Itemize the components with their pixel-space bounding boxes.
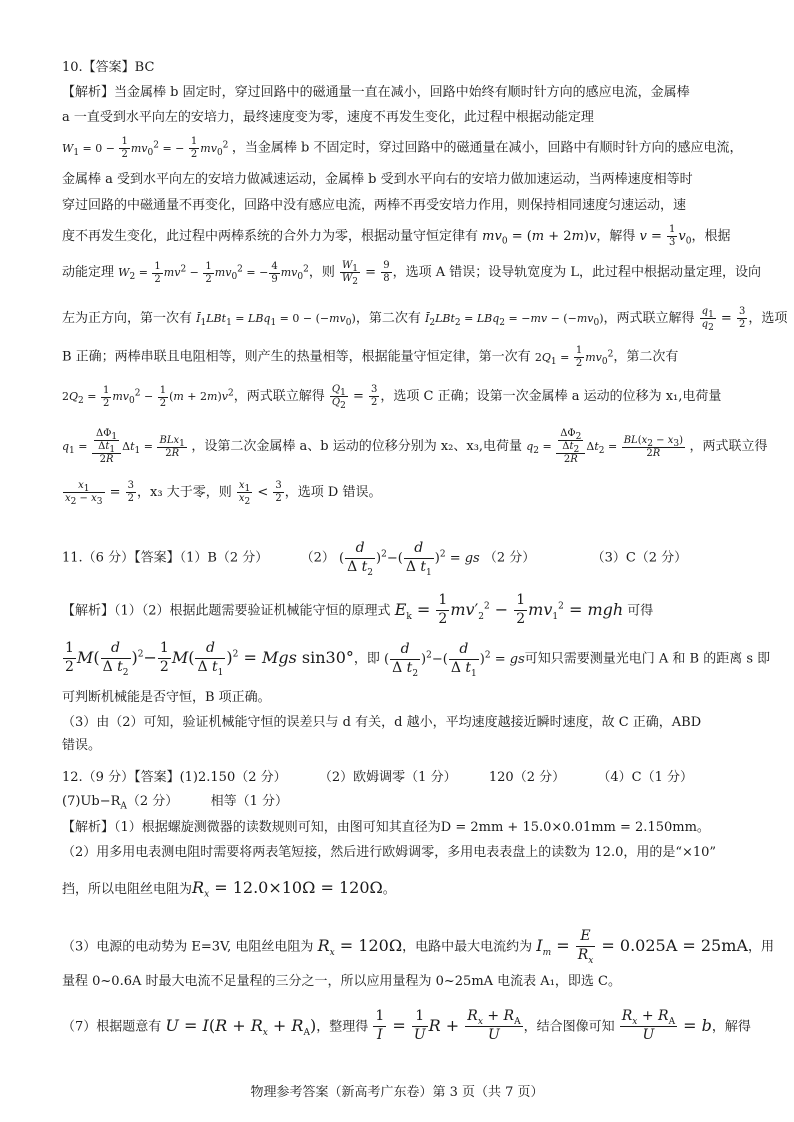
q10-line-3-text: ，当金属棒 b 不固定时，穿过回路中的磁通量在减小，回路中有顺时针方向的感应电流，: [231, 140, 743, 156]
page-footer: 物理参考答案（新高考广东卷）第 3 页（共 7 页）: [250, 1085, 544, 1100]
q11-l1b: 可得: [627, 603, 654, 619]
q10-l7a: 动能定理: [62, 265, 115, 280]
q12-head2-a: (7)Ub−R: [62, 794, 121, 809]
q12-l3b: R: [192, 878, 205, 897]
q10-line-10: $2Q_2$ = $\frac{1}{2}$ $mv_0^2$ − $\frac{1}{2}$ $(m + 2m)v^2$，两式联立解得 $\frac{Q_1}{Q_2}$ = $\frac{3}{2}$ ，选项 C 正确；设第一次金属棒 a 运动的位移为 x₁,电荷量: [62, 384, 722, 411]
q11-line-3: 可判断机械能是否守恒，B 项正确。: [62, 690, 271, 705]
q10-l8c: ，两式联立解得: [603, 311, 695, 326]
q12-line-4: （3）电源的电动势为 E=3V, 电阻丝电阻为 $R_x = 120\Omega$，电路中最大电流约为 $I_m$ = $\frac{E}{R_x}$ = 0.025A = 25mA，用: [62, 928, 774, 966]
q12-head-b: （2）欧姆调零（1 分）: [318, 770, 457, 785]
q12-l4c: ，用: [747, 939, 774, 955]
q11-line-5: 错误。: [62, 738, 102, 753]
q12-l3a: 挡，所以电阻丝电阻为: [62, 882, 193, 897]
q12-l1c: 。: [696, 820, 710, 835]
q10-line-3: $W_1 = 0$ − $\frac{1}{2}$ $mv_0^2$ = − $\frac{1}{2}$ $mv_0^2$ ，当金属棒 b 不固定时，穿过回路中的磁通量在减小，回路中有顺时针方向的感应电流，: [62, 136, 743, 160]
q12-head2-c: 相等（1 分）: [210, 794, 288, 809]
q10-l10b: ，选项 C 正确；设第一次金属棒 a 运动的位移为 x₁,电荷量: [380, 389, 722, 404]
q10-l11a: ，设第二次金属棒 a、b 运动的位移分别为 x₂、x₃,电荷量: [191, 439, 523, 454]
q11-part3: （3）C（2 分）: [591, 550, 688, 566]
q10-l6b: ，解得: [596, 229, 636, 244]
q11-part2-score: （2 分）: [483, 550, 536, 566]
q12-l4a: （3）电源的电动势为 E=3V, 电阻丝电阻为: [62, 939, 314, 955]
q12-answer-2: $(7)Ub-R_A(2$ 分） 相等（1 分）: [62, 794, 288, 812]
q10-l11b: ，两式联立得: [689, 439, 768, 454]
q12-l3c: = 12.0×10Ω = 120Ω: [209, 878, 383, 897]
q12-head-d: （4）C（1 分）: [597, 770, 693, 785]
q10-l6a: 度不再发生变化，此过程中两棒系统的合外力为零，根据动量守恒定律有: [62, 229, 479, 244]
q10-line-5: 穿过回路的中磁通量不再变化，回路中没有感应电流，两棒不再受安培力作用，则保持相同速度匀速运动，速: [62, 198, 687, 213]
q12-line-1: [62, 818, 764, 838]
q12-l3d: 。: [382, 882, 396, 897]
q11-line-1: 【解析】（1）（2）根据此题需要验证机械能守恒的原理式 $E_k$ = $\frac{1}{2}$ $mv'_2^2$ − $\frac{1}{2}$ $mv_1^2$ = mgh 可得: [62, 592, 654, 627]
q12-head-a: 12.（9 分）【答案】(1)2.150（2 分）: [62, 770, 287, 785]
q12-answer: [62, 768, 764, 788]
q10-l9a: B 正确；两棒串联且电阻相等，则产生的热量相等，根据能量守恒定律，第一次有: [62, 349, 531, 365]
q12-line-3: 挡，所以电阻丝电阻为$R_x = 12.0\times 10\Omega = 120\Omega$。: [62, 878, 396, 900]
q12-l1a: 【解析】（1）根据螺旋测微器的读数规则可知，由图可知其直径为: [62, 820, 441, 835]
q11-l2b: 可知只需要测量光电门 A 和 B 的距离 s 即: [524, 651, 771, 667]
q12-line-2: （2）用多用电表测电阻时需要将两表笔短接，然后进行欧姆调零，多用电表表盘上的读数为 12.0，用的是“×10”: [62, 845, 717, 860]
q11-l2a: ，即: [353, 651, 380, 667]
q10-line-7: 动能定理 $W_2$ = $\frac{1}{2}$ $mv^2$ − $\frac{1}{2}$ $mv_0^2$ = − $\frac{4}{9}$ $mv_0^2$，则 $\frac{W_1}{W_2}$ = $\frac{9}{8}$ ，选项 A 错误；设导轨宽度为 L，此过程中根据动量定理，设向: [62, 260, 761, 287]
q10-l8d: ，选项: [748, 311, 788, 326]
q10-l8a: 左为正方向，第一次有: [62, 311, 193, 326]
q11-head: 11.（6 分）【答案】（1）B（2 分）: [62, 550, 269, 566]
q10-line-8: 左为正方向，第一次有 $Ī_1LBt_1 = LBq_1 = 0 - (-mv_0)$，第二次有 $Ī_2LBt_2 = LBq_2 = -mv - (-mv_0)$，两式联立解得 $\frac{q_1}{q_2}$ = $\frac{3}{2}$ ，选项: [62, 306, 788, 333]
q10-l6c: ，根据: [691, 229, 731, 244]
q12-head-c: 120（2 分）: [488, 770, 566, 785]
q12-l6a: （7）根据题意有: [62, 1019, 162, 1035]
q12-line-5: 量程 0~0.6A 时最大电流不足量程的三分之一，所以应用量程为 0~25mA 电流表 A₁，即选 C。: [62, 974, 621, 989]
q11-part2: （2）: [300, 550, 335, 566]
q12-l6c: ，结合图像可知: [523, 1019, 615, 1035]
q11-answer: 11.（6 分）【答案】（1）B（2 分） （2） ( $\frac{d}{\Delta t_2}$ )$^2$−( $\frac{d}{\Delta t_1}$ )$^2$ = gs （2 分） （3）C（2 分）: [62, 540, 688, 578]
q10-l7b: ，则: [308, 265, 335, 280]
q12-head2-b: （2 分）: [126, 794, 179, 809]
q10-line-2: a 一直受到水平向左的安培力，最终速度变为零，速度不再发生变化，此过程中根据动能定理: [62, 110, 594, 125]
q11-line-4: （3）由（2）可知，验证机械能守恒的误差只与 d 有关，d 越小，平均速度越接近瞬时速度，故 C 正确，ABD: [62, 715, 702, 730]
q10-line-1: 【解析】当金属棒 b 固定时，穿过回路中的磁通量一直在减小，回路中始终有顺时针方向的感应电流，金属棒: [62, 85, 690, 100]
q10-line-6: 度不再发生变化，此过程中两棒系统的合外力为零，根据动量守恒定律有 $mv_0 = (m + 2m)v$，解得 v = $\frac{1}{3}$ $v_0$，根据: [62, 224, 731, 248]
q12-l4b: ，电路中最大电流约为: [402, 939, 533, 955]
q12-l1b: D = 2mm + 15.0×0.01mm = 2.150mm: [440, 820, 697, 835]
q11-l1a: 【解析】（1）（2）根据此题需要验证机械能守恒的原理式: [62, 603, 391, 619]
q10-line-9: B 正确；两棒串联且电阻相等，则产生的热量相等，根据能量守恒定律，第一次有 $2Q_1$ = $\frac{1}{2}$ $mv_0^2$，第二次有: [62, 345, 679, 369]
q10-l10a: ，两式联立解得: [233, 389, 325, 404]
q10-l12a: ，x₃ 大于零，则: [137, 485, 232, 500]
q10-l12b: ，选项 D 错误。: [284, 485, 382, 500]
q11-line-2: $\frac{1}{2}$ M( $\frac{d}{\Delta t_2}$ )$^2$− $\frac{1}{2}$ M( $\frac{d}{\Delta t_1}$ )$^2$ = Mgs sin30°，即 ( $\frac{d}{\Delta t_2}$ )$^2$−( $\frac{d}{\Delta t_1}$ )$^2$ = gs可知只需要测量光电门 A 和 B 的距离 s 即: [65, 640, 771, 679]
q10-answer: 10.【答案】BC: [62, 60, 155, 75]
q10-l9b: ，第二次有: [613, 349, 679, 365]
q10-line-4: 金属棒 a 受到水平向左的安培力做减速运动，金属棒 b 受到水平向右的安培力做加速运动，当两棒速度相等时: [62, 172, 693, 187]
q12-l6b: ，整理得: [316, 1019, 369, 1035]
q10-l8b: ，第二次有: [355, 311, 421, 326]
q12-l6d: ，解得: [711, 1019, 751, 1035]
q10-line-12: $\frac{x_1}{x_2 - x_3}$ = $\frac{3}{2}$ ，x₃ 大于零，则 $\frac{x_1}{x_2}$ < $\frac{3}{2}$ ，选项 D 错误。: [65, 480, 382, 507]
q12-line-6: （7）根据题意有 $U = I(R + R_x + R_A)$，整理得 $\frac{1}{I}$ = $\frac{1}{U}$ R + $\frac{R_x + R_A}{U}$ ，结合图像可知 $\frac{R_x + R_A}{U}$ = b，解得: [62, 1008, 751, 1043]
q10-l7c: ，选项 A 错误；设导轨宽度为 L，此过程中根据动量定理，设向: [392, 265, 761, 280]
q10-line-11: $q_1$ = $\frac{\frac{\Delta\Phi_1}{\Delta t_1}}{2R}$ $\Delta t_1$ = $\frac{BLx_1}{2R}$ ，设第二次金属棒 a、b 运动的位移分别为 x₂、x₃,电荷量 $q_2$ = $\frac{\frac{\Delta\Phi_2}{\Delta t_2}}{2R}$ $\Delta t_2$ = $\frac{BL(x_2 - x_3)}{2R}$ ，两式联立得: [62, 428, 768, 465]
